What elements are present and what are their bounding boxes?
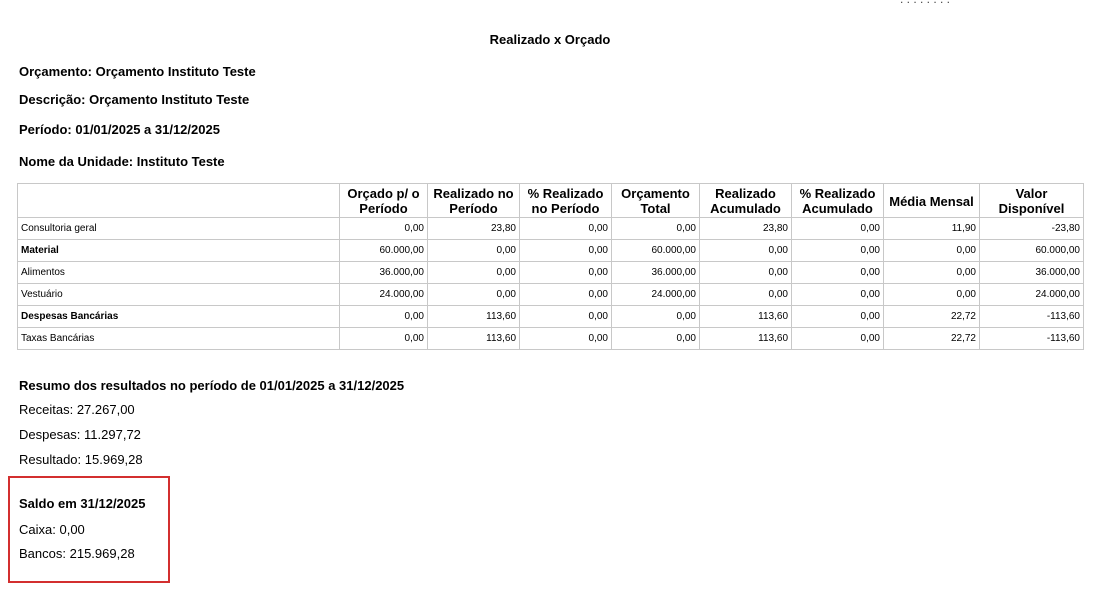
summary-expenses-value: 11.297,72 [84,427,141,442]
summary-revenue-label: Receitas: [19,402,74,417]
row-cell: 0,00 [884,262,980,284]
row-cell: 0,00 [520,240,612,262]
row-cell: 0,00 [700,284,792,306]
table-row [18,284,1084,306]
row-label: Alimentos [18,262,340,284]
row-cell: -23,80 [980,218,1084,240]
row-cell: 0,00 [428,262,520,284]
balance-title: Saldo em 31/12/2025 [19,496,146,511]
row-cell: 22,72 [884,306,980,328]
row-cell: 0,00 [340,328,428,350]
row-cell: 60.000,00 [980,240,1084,262]
row-cell: 0,00 [340,306,428,328]
table-row [18,262,1084,284]
row-label: Consultoria geral [18,218,340,240]
summary-result-label: Resultado: [19,452,82,467]
balance-cash-value: 0,00 [59,522,85,537]
unit-name-value: Instituto Teste [136,154,225,169]
row-cell: 113,60 [700,328,792,350]
col-header-total-budget: Orçamento Total [612,184,700,218]
row-cell: 36.000,00 [980,262,1084,284]
summary-revenue [19,402,135,417]
row-cell: 22,72 [884,328,980,350]
page-title: Realizado x Orçado [489,32,611,47]
row-cell: 113,60 [700,306,792,328]
summary-title: Resumo dos resultados no período de 01/01/2025 a 31/12/2025 [19,378,405,393]
row-label: Material [18,240,340,262]
summary-revenue-value: 27.267,00 [76,402,135,417]
budget-label: Orçamento: [19,64,92,79]
budget-field [19,64,256,79]
row-cell: 11,90 [884,218,980,240]
row-cell: 0,00 [884,284,980,306]
row-cell: 0,00 [792,240,884,262]
balance-cash [19,522,85,537]
summary-result-value: 15.969,28 [84,452,143,467]
description-label: Descrição: [19,92,86,107]
table-row [18,306,1084,328]
budget-value: Orçamento Instituto Teste [95,64,256,79]
col-header-pct-realized-accumulated: % Realizado Acumulado [792,184,884,218]
summary-expenses [19,427,141,442]
row-cell: 36.000,00 [612,262,700,284]
row-cell: 0,00 [792,218,884,240]
col-header-monthly-average: Média Mensal [884,184,980,218]
balance-cash-label: Caixa: [19,522,56,537]
row-cell: 0,00 [792,306,884,328]
summary-expenses-label: Despesas: [19,427,81,442]
col-header-pct-realized-period: % Realizado no Período [520,184,612,218]
row-cell: 0,00 [700,240,792,262]
description-field [19,92,249,107]
row-label: Taxas Bancárias [18,328,340,350]
table-header-row [18,184,1084,218]
table-row [18,328,1084,350]
unit-name-label: Nome da Unidade: [19,154,134,169]
row-cell: 24.000,00 [612,284,700,306]
unit-name-field [19,154,225,169]
table-row [18,218,1084,240]
col-header-category [18,184,340,218]
row-cell: 0,00 [612,218,700,240]
table-row [18,240,1084,262]
row-cell: 0,00 [792,262,884,284]
balance-banks-value: 215.969,28 [69,546,135,561]
row-cell: 60.000,00 [612,240,700,262]
period-value: 01/01/2025 a 31/12/2025 [75,122,220,137]
row-cell: 23,80 [700,218,792,240]
col-header-budgeted-period: Orçado p/ o Período [340,184,428,218]
row-cell: 0,00 [612,306,700,328]
summary-result [19,452,143,467]
row-cell: 0,00 [520,284,612,306]
row-cell: 0,00 [612,328,700,350]
row-cell: 0,00 [700,262,792,284]
row-cell: 0,00 [520,328,612,350]
description-value: Orçamento Instituto Teste [89,92,250,107]
row-cell: 0,00 [792,284,884,306]
row-cell: 0,00 [792,328,884,350]
row-label: Vestuário [18,284,340,306]
row-cell: 0,00 [428,284,520,306]
row-cell: 0,00 [884,240,980,262]
row-cell: 36.000,00 [340,262,428,284]
row-cell: 60.000,00 [340,240,428,262]
row-cell: 23,80 [428,218,520,240]
row-cell: 0,00 [520,218,612,240]
row-cell: 0,00 [520,306,612,328]
period-label: Período: [19,122,72,137]
row-label: Despesas Bancárias [18,306,340,328]
row-cell: 113,60 [428,306,520,328]
col-header-realized-period: Realizado no Período [428,184,520,218]
row-cell: 113,60 [428,328,520,350]
page-header-cut-off [900,0,950,6]
table-body [18,218,1084,350]
row-cell: 0,00 [428,240,520,262]
budget-report-table [17,183,1084,350]
row-cell: 0,00 [340,218,428,240]
row-cell: 0,00 [520,262,612,284]
col-header-realized-accumulated: Realizado Acumulado [700,184,792,218]
balance-banks-label: Bancos: [19,546,66,561]
balance-banks [19,546,135,561]
period-field [19,122,220,137]
row-cell: -113,60 [980,328,1084,350]
col-header-available-value: Valor Disponível [980,184,1084,218]
row-cell: -113,60 [980,306,1084,328]
row-cell: 24.000,00 [340,284,428,306]
row-cell: 24.000,00 [980,284,1084,306]
